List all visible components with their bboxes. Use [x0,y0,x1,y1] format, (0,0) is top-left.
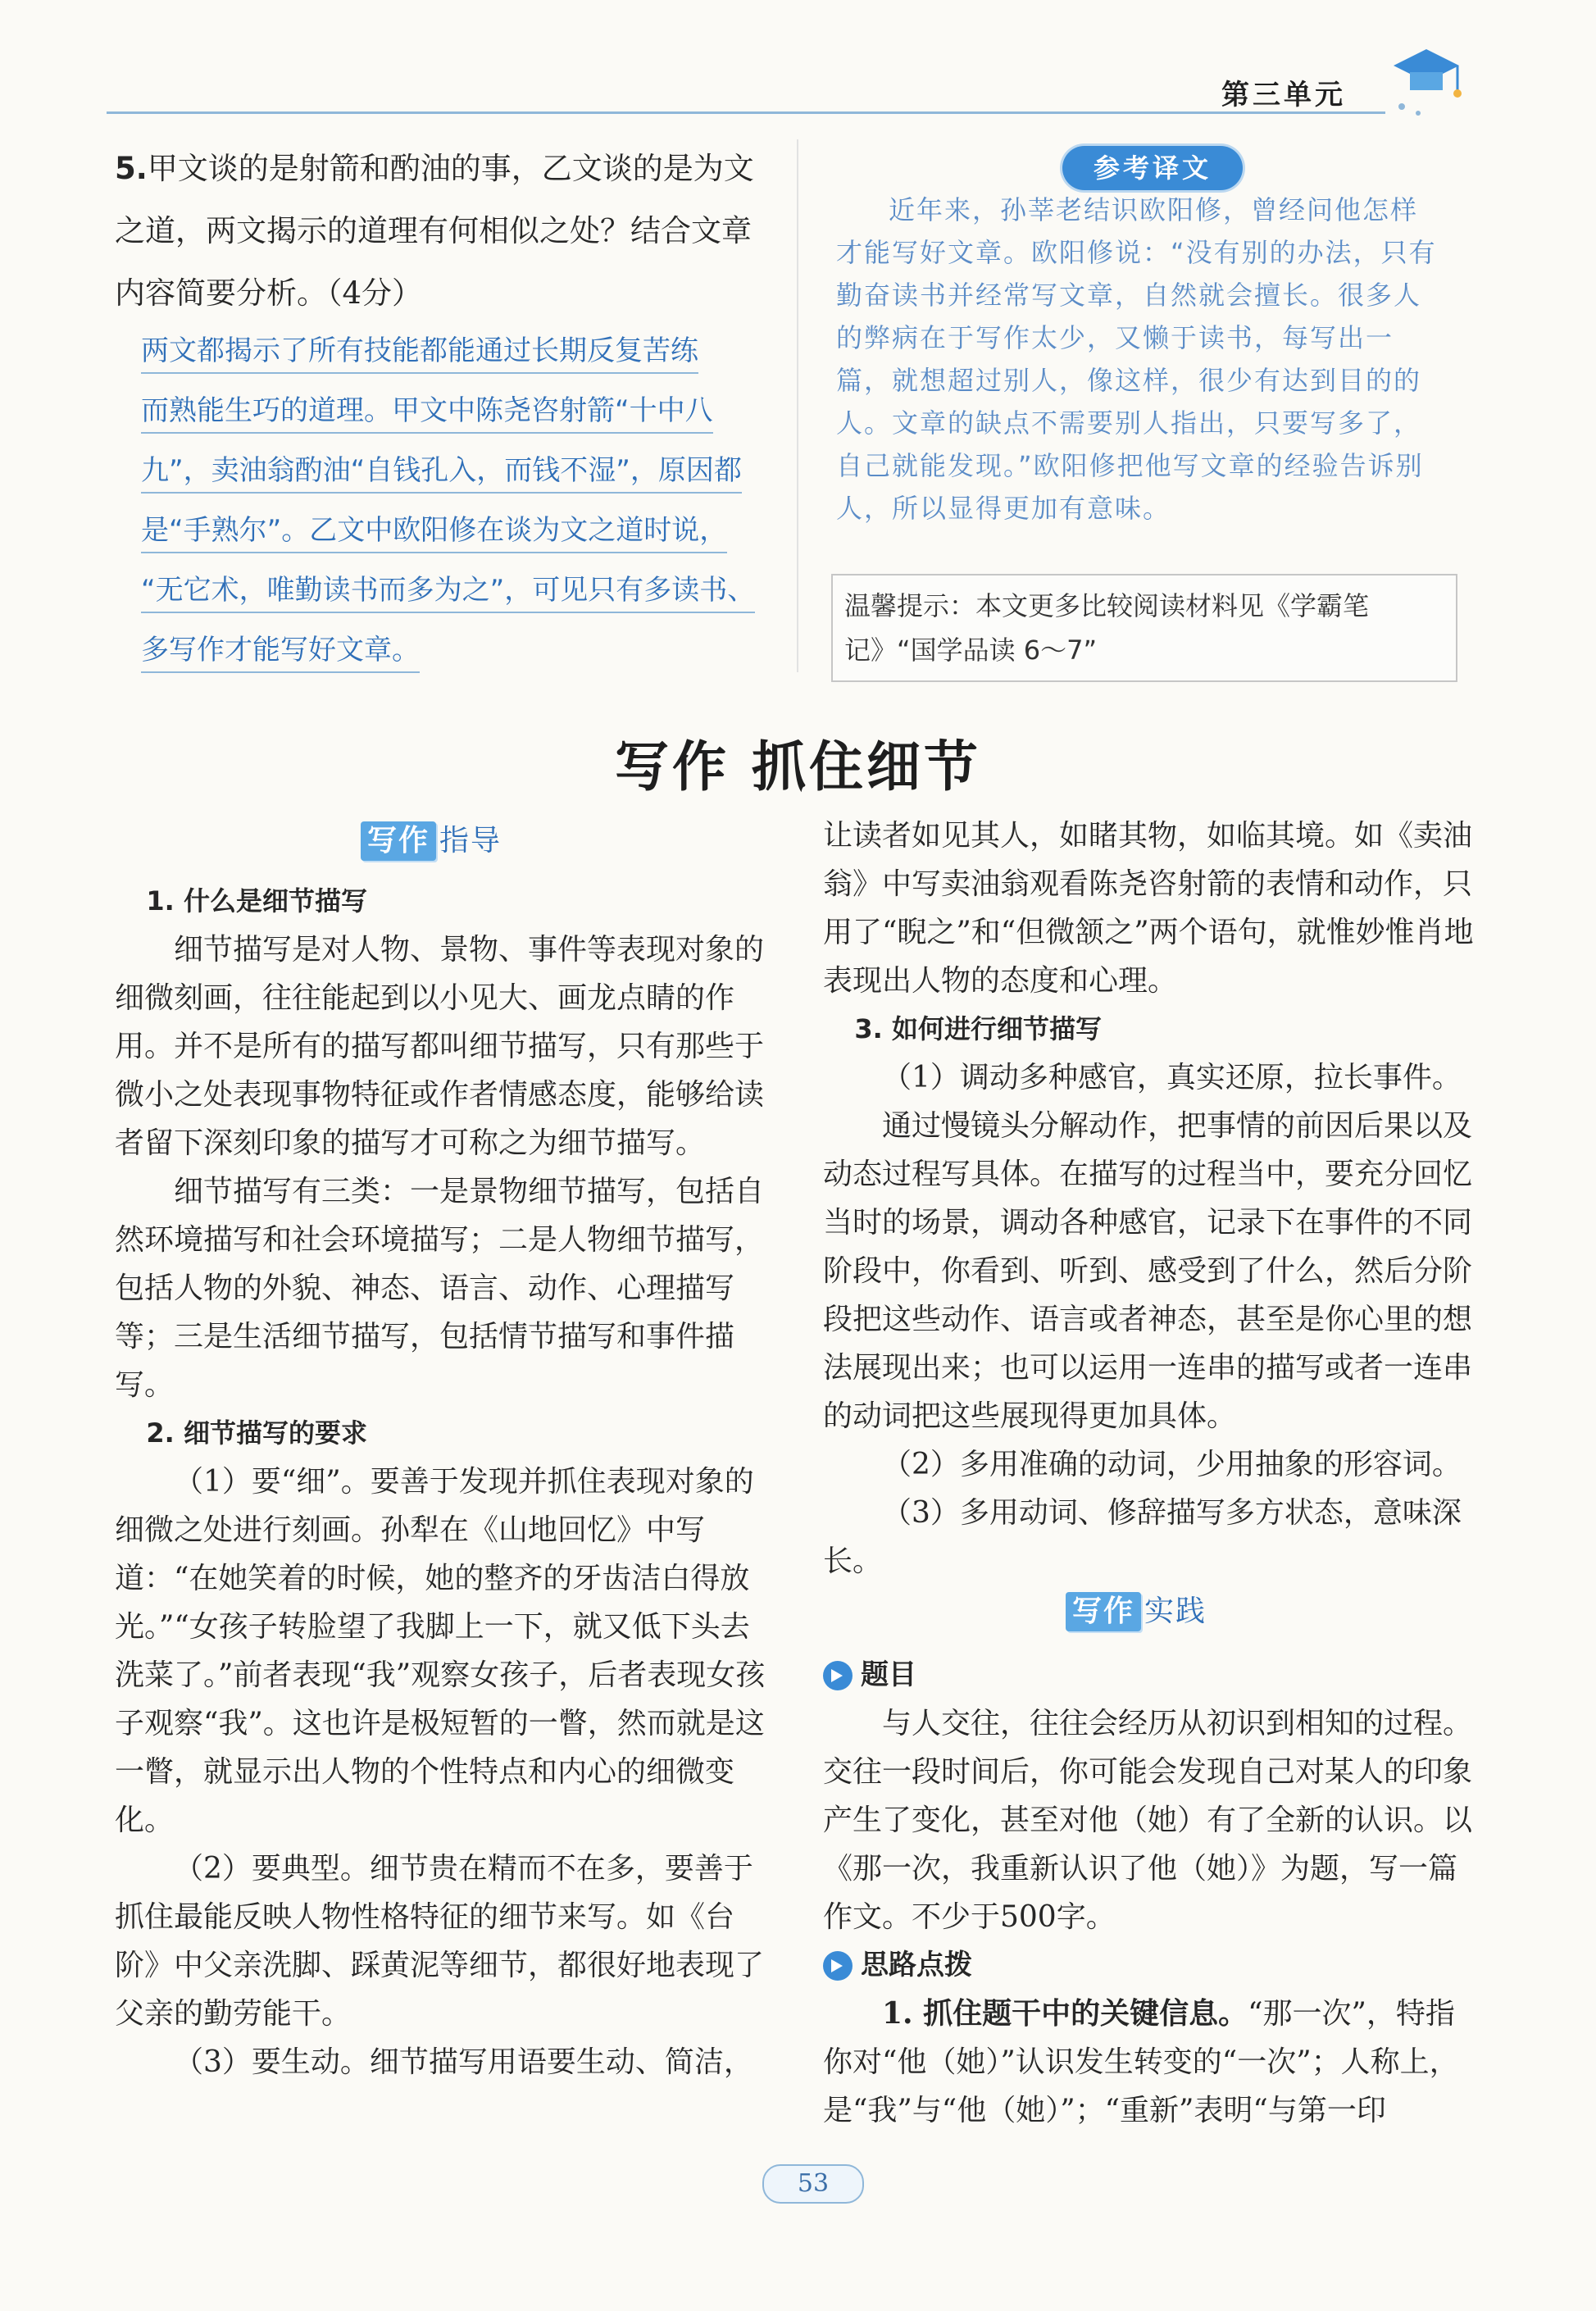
header-rule [107,111,1385,114]
practice-tag [1066,1592,1207,1631]
answer-line: “无它术，唯勤读书而多为之”，可见只有多读书、 [141,574,755,613]
section-title: 写作 抓住细节 [615,735,981,798]
left-column [115,877,771,2086]
hint-heading [823,1941,1479,1990]
question-5 [115,138,771,325]
question-answer [141,321,780,680]
hint-label: 思路点拨 [861,1949,972,1981]
hint-text [823,1990,1479,2135]
guide-paragraph: （3）要生动。细节描写用语要生动、简洁， [174,2045,753,2079]
question-number: 5. [115,151,148,186]
guide-heading-1: 1. 什么是细节描写 [146,885,367,917]
translation-badge: 参考译文 [1062,146,1243,190]
hint-rest: “那一次”，特指你对“他（她）”认识发生转变的“一次”；人称上，是“我”与“他（她）”；“重新”表明“与第一印 [823,1997,1459,2127]
guide-paragraph: （1）要“细”。要善于发现并抓住表现对象的细微之处进行刻画。孙犁在《山地回忆》中写道：“在她笑着的时候，她的整齐的牙齿洁白得放光。”“女孩子转脸望了我脚上一下，就又低下头去洗菜了。”前者表现“我”观察女孩子，后者表现女孩子观察“我”。这也许是极短暂的一瞥，然而就是这一瞥，就显示出人物的个性特点和内心的细微变化。 [115,1465,766,1837]
guide-heading-3: 3. 如何进行细节描写 [854,1013,1102,1044]
answer-line: 是“手熟尔”。乙文中欧阳修在谈为文之道时说， [141,514,727,553]
guide-paragraph: （1）调动多种感官，真实还原，拉长事件。 [882,1061,1462,1094]
arrow-right-icon [823,1951,853,1981]
answer-line: 九”，卖油翁酌油“自钱孔入，而钱不湿”，原因都 [141,454,742,494]
guide-paragraph: （2）多用准确的动词，少用抽象的形容词。 [882,1448,1462,1481]
practice-tag-rest: 实践 [1144,1594,1207,1628]
practice-tag-box: 写作 [1066,1592,1141,1631]
translation-text: 近年来，孙莘老结识欧阳修，曾经问他怎样才能写好文章。欧阳修说：“没有别的办法，只有勤奋读书并经常写文章，自然就会擅长。很多人的弊病在于写作太少，又懒于读书，每写出一篇，就想超过别人，像这样，很少有达到目的的人。文章的缺点不需要别人指出，只要写多了，自己就能发现。”欧阳修把他写文章的经验告诉别人，所以显得更加有意味。 [836,194,1437,524]
answer-line: 而熟能生巧的道理。甲文中陈尧咨射箭“十中八 [141,394,713,434]
guide-tag-box: 写作 [361,821,436,861]
guide-paragraph: 让读者如见其人，如睹其物，如临其境。如《卖油翁》中写卖油翁观看陈尧咨射箭的表情和动作，只用了“睨之”和“但微颔之”两个语句，就惟妙惟肖地表现出人物的态度和心理。 [823,819,1474,998]
guide-paragraph: 细节描写有三类：一是景物细节描写，包括自然环境描写和社会环境描写；二是人物细节描写，包括人物的外貌、神态、语言、动作、心理描写等；三是生活细节描写，包括情节描写和事件描写。 [115,1175,765,1402]
guide-heading-2: 2. 细节描写的要求 [146,1417,367,1449]
topic-heading [823,1651,1479,1699]
column-divider [797,139,798,672]
guide-paragraph: 通过慢镜头分解动作，把事情的前因后果以及动态过程写具体。在描写的过程当中，要充分回忆当时的场景，调动各种感官，记录下在事件的不同阶段中，你看到、听到、感受到了什么，然后分阶段把这些动作、语言或者神态，甚至是你心里的想法展现出来；也可以运用一连串的描写或者一连串的动词把这些展现得更加具体。 [823,1109,1473,1433]
guide-tag [361,821,502,861]
guide-paragraph: （3）多用动词、修辞描写多方状态，意味深长。 [823,1496,1462,1578]
tip-text: 温馨提示：本文更多比较阅读材料见《学霸笔记》“国学品读 6～7” [844,590,1370,666]
graduation-cap-icon [1385,33,1467,123]
answer-line: 多写作才能写好文章。 [141,634,420,673]
unit-title: 第三单元 [1221,79,1346,111]
page-number: 53 [762,2164,864,2204]
question-text: 甲文谈的是射箭和酌油的事，乙文谈的是为文之道，两文揭示的道理有何相似之处？结合文章内容简要分析。（4分） [115,151,754,311]
guide-paragraph: 细节描写是对人物、景物、事件等表现对象的细微刻画，往往能起到以小见大、画龙点睛的作用。并不是所有的描写都叫细节描写，只有那些于微小之处表现事物特征或作者情感态度，能够给读者留下深刻印象的描写才可称之为细节描写。 [115,933,765,1160]
answer-line: 两文都揭示了所有技能都能通过长期反复苦练 [141,334,698,374]
guide-tag-rest: 指导 [439,824,502,858]
arrow-right-icon [823,1661,853,1690]
hint-bold: 1. 抓住题干中的关键信息。 [882,1996,1248,2031]
topic-label: 题目 [861,1658,916,1691]
topic-text: 与人交往，往往会经历从初识到相知的过程。交往一段时间后，你可能会发现自己对某人的印象产生了变化，甚至对他（她）有了全新的认识。以《那一次，我重新认识了他（她）》为题，写一篇作文。不少于500字。 [823,1707,1473,1934]
guide-paragraph: （2）要典型。细节贵在精而不在多，要善于抓住最能反映人物性格特征的细节来写。如《台阶》中父亲洗脚、踩黄泥等细节，都很好地表现了父亲的勤劳能干。 [115,1852,765,2031]
right-column [823,812,1479,2135]
